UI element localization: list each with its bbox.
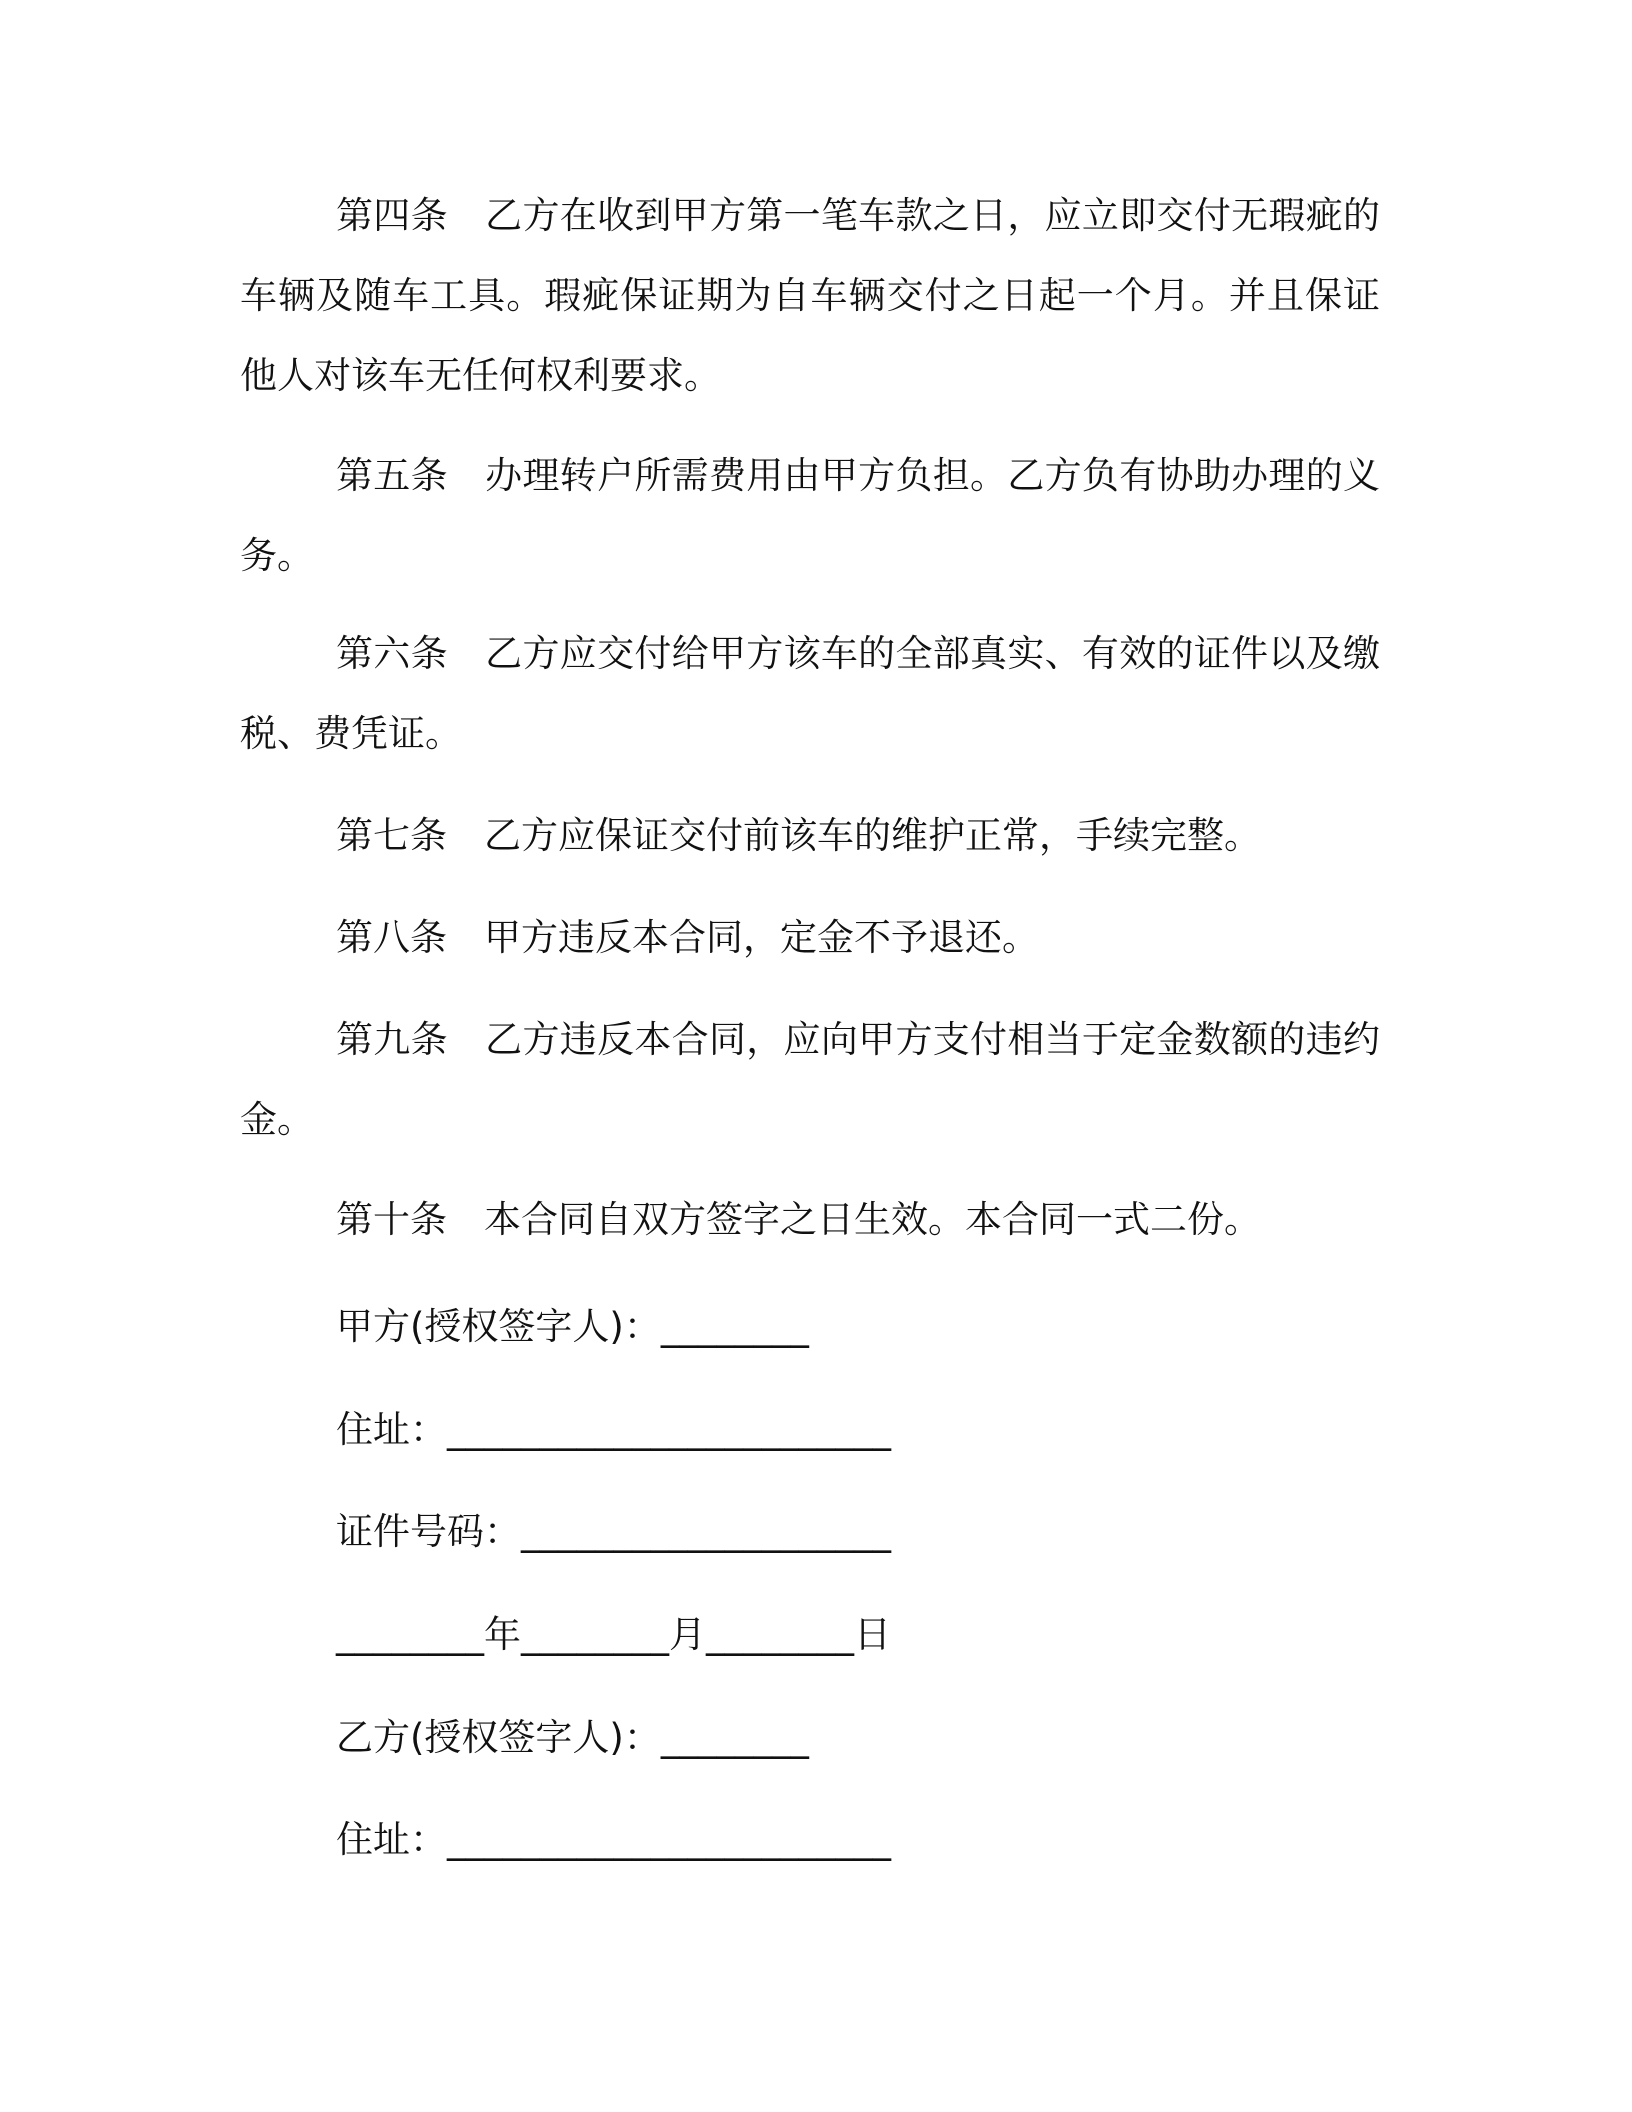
article-5: 第五条 办理转户所需费用由甲方负担。乙方负有协助办理的义务。 <box>240 454 1380 577</box>
party-b-signatory-field: 乙方(授权签字人)：________ <box>336 1716 809 1759</box>
party-b-address-field: 住址：________________________ <box>336 1818 891 1861</box>
article-8: 第八条 甲方违反本合同，定金不予退还。 <box>336 916 1039 959</box>
article-6: 第六条 乙方应交付给甲方该车的全部真实、有效的证件以及缴税、费凭证。 <box>240 632 1380 755</box>
id-number-field: 证件号码：____________________ <box>336 1510 891 1553</box>
article-4: 第四条 乙方在收到甲方第一笔车款之日，应立即交付无瑕疵的车辆及随车工具。瑕疵保证期为自车辆交付之日起一个月。并且保证他人对该车无任何权利要求。 <box>240 194 1380 397</box>
date-field: ________年________月________日 <box>336 1613 891 1656</box>
article-10: 第十条 本合同自双方签字之日生效。本合同一式二份。 <box>336 1198 1261 1241</box>
article-7: 第七条 乙方应保证交付前该车的维护正常，手续完整。 <box>336 814 1261 857</box>
article-9: 第九条 乙方违反本合同，应向甲方支付相当于定金数额的违约金。 <box>240 1018 1380 1141</box>
party-a-address-field: 住址：________________________ <box>336 1408 891 1451</box>
party-a-signatory-field: 甲方(授权签字人)：________ <box>336 1305 809 1348</box>
